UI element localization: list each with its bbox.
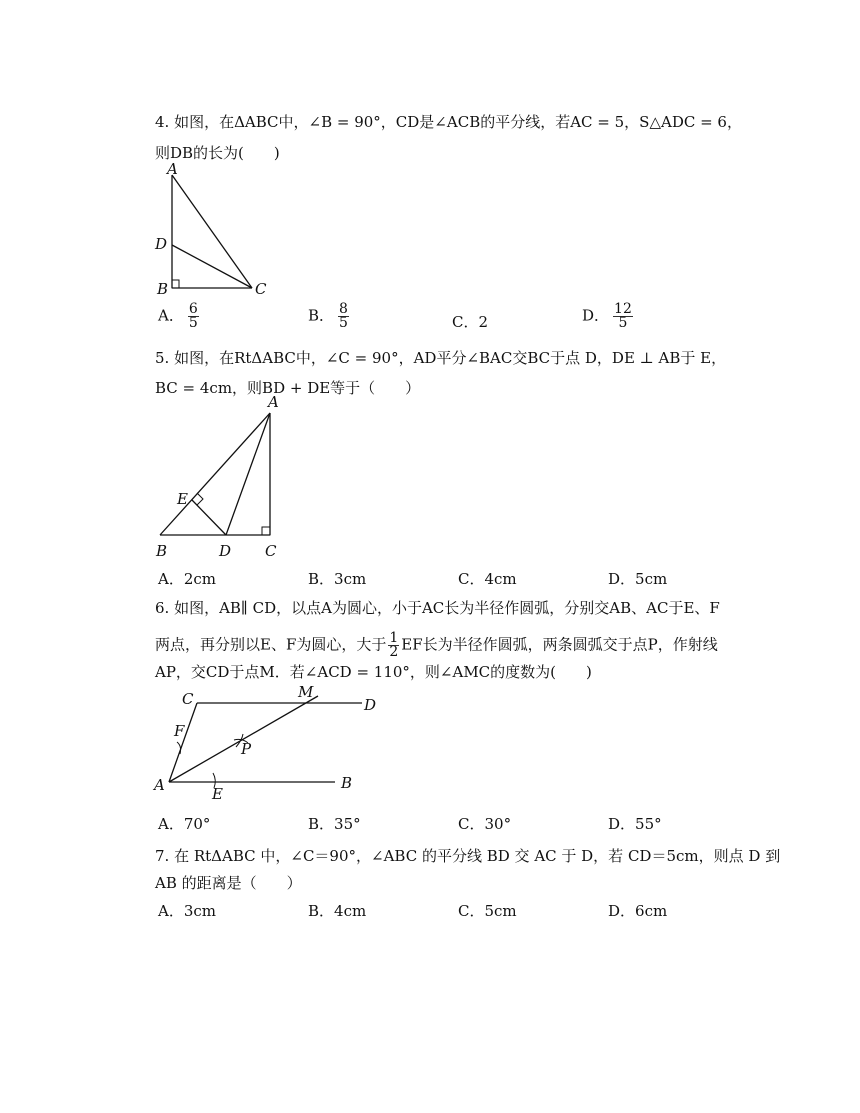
- q5-stem-line2: BC = 4cm，则BD + DE等于（ ）: [155, 379, 421, 397]
- q5-option-a[interactable]: A．2cm: [158, 570, 217, 588]
- q6-label-f: F: [174, 722, 185, 740]
- q7-option-b[interactable]: B．4cm: [308, 902, 367, 920]
- q4-label-d: D: [155, 235, 168, 253]
- q4-figure: [150, 160, 280, 300]
- q6-option-d[interactable]: D．55°: [608, 815, 662, 833]
- q6-stem-line3: AP，交CD于点M．若∠ACD = 110°，则∠AMC的度数为( ): [155, 663, 592, 681]
- q7-option-a[interactable]: A．3cm: [158, 902, 217, 920]
- q6-stem-line2: 两点，再分别以E、F为圆心，大于 $\frac{1}{2}$ EF长为半径作圆弧，两条圆弧交于点P，作射线: [155, 630, 718, 660]
- q5-figure: [150, 395, 290, 565]
- q7-stem-line1: 7. 在 RtΔABC 中，∠C＝90°，∠ABC 的平分线 BD 交 AC 于 D，若 CD＝5cm，则点 D 到: [155, 847, 781, 865]
- q6-label-c: C: [182, 690, 194, 708]
- q4-label-a: A: [167, 160, 178, 178]
- q7-option-c[interactable]: C．5cm: [458, 902, 517, 920]
- q6-option-b[interactable]: B．35°: [308, 815, 361, 833]
- q6-label-m: M: [298, 683, 314, 701]
- q6-stem-line1: 6. 如图，AB∥ CD，以点A为圆心，小于AC长为半径作圆弧，分别交AB、AC于E、F: [155, 599, 720, 617]
- q4-option-d[interactable]: D． $\frac{12}{5}$: [582, 301, 632, 331]
- q5-label-d: D: [219, 542, 232, 560]
- q6-option-a[interactable]: A．70°: [158, 815, 211, 833]
- q4-stem-line1: 4. 如图，在ΔABC中，∠B = 90°，CD是∠ACB的平分线，若AC = 5，S△ADC = 6，: [155, 113, 742, 131]
- q5-label-b: B: [156, 542, 168, 560]
- q4-option-c[interactable]: C．2: [452, 313, 489, 331]
- q6-figure: [150, 680, 390, 805]
- q6-label-p: P: [241, 740, 252, 758]
- q6-label-d: D: [364, 696, 377, 714]
- q5-stem-line1: 5. 如图，在RtΔABC中，∠C = 90°，AD平分∠BAC交BC于点 D，DE ⊥ AB于 E，: [155, 349, 727, 367]
- q6-label-e: E: [212, 785, 223, 803]
- q6-option-c[interactable]: C．30°: [458, 815, 512, 833]
- q5-option-c[interactable]: C．4cm: [458, 570, 517, 588]
- q5-option-b[interactable]: B．3cm: [308, 570, 367, 588]
- q7-option-d[interactable]: D．6cm: [608, 902, 668, 920]
- q4-stem-line2: 则DB的长为( ): [155, 144, 280, 162]
- q5-label-e: E: [177, 490, 188, 508]
- q4-label-c: C: [255, 280, 267, 298]
- q5-label-c: C: [265, 542, 277, 560]
- q6-label-b: B: [341, 774, 353, 792]
- q4-option-a[interactable]: A． $\frac{6}{5}$: [158, 301, 198, 331]
- q4-label-b: B: [157, 280, 169, 298]
- q6-label-a: A: [154, 776, 165, 794]
- q7-stem-line2: AB 的距离是（ ）: [155, 874, 302, 892]
- q4-option-b[interactable]: B． $\frac{8}{5}$: [308, 301, 348, 331]
- q5-label-a: A: [268, 393, 279, 411]
- q5-option-d[interactable]: D．5cm: [608, 570, 668, 588]
